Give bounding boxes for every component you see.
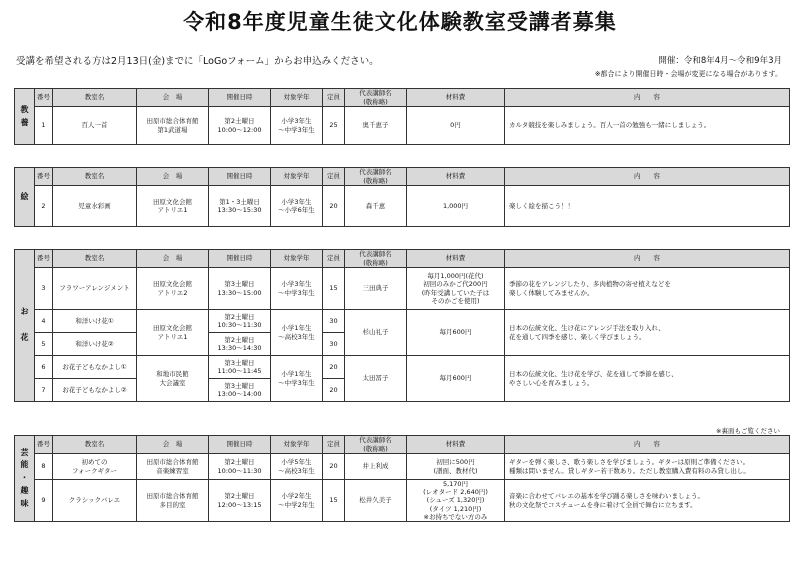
header-row [15,250,790,268]
capacity-cell: 20 [323,454,345,480]
column-header-content: 内 容 [505,250,790,268]
grade-cell: 小学3年生 ～中学3年生 [271,268,323,310]
schedule-cell: 第2土曜日 13:30～14:30 [209,333,271,356]
row-number: 9 [35,480,53,522]
column-header-name: 教室名 [53,250,137,268]
fee-cell: 0円 [407,107,505,145]
content-cell: 日本の伝統文化、生け花にアレンジ手法を取り入れ、 花を通して四季を感じ、楽しく学びましょう。 [505,310,790,356]
column-header-grade: 対象学年 [271,89,323,107]
row-number: 2 [35,186,53,227]
fee-cell: 毎月1,000円(花代) 初回のみかご代200円 (昨年受講していた子は そのかごを使用) [407,268,505,310]
instructor-cell: 太田冨子 [345,356,407,402]
column-header-instructor: 代表講師名 (敬称略) [345,89,407,107]
column-header-venue: 会 場 [137,436,209,454]
column-header-fee: 材料費 [407,89,505,107]
change-note: ※都合により開催日時・会場が変更になる場合があります。 [594,70,782,78]
fee-cell: 毎月600円 [407,310,505,356]
column-header-content: 内 容 [505,89,790,107]
schedule-cell: 第2土曜日 12:00～13:15 [209,480,271,522]
class-name: お花子どもなかよし① [53,356,137,379]
class-name: 児童水彩画 [53,186,137,227]
period-text: 開催：令和8年4月～令和9年3月 [658,56,782,66]
column-header-fee: 材料費 [407,436,505,454]
column-header-schedule: 開催日時 [209,89,271,107]
column-header-capacity: 定員 [323,89,345,107]
content-cell: カルタ競技を楽しみましょう。百人一首の勉強も一緒にしましょう。 [505,107,790,145]
instructor-cell: 奥千恵子 [345,107,407,145]
capacity-cell: 20 [323,186,345,227]
class-name: 和洋いけ花② [53,333,137,356]
column-header-instructor: 代表講師名 (敬称略) [345,168,407,186]
grade-cell: 小学1年生 ～高校3年生 [271,310,323,356]
column-header-instructor: 代表講師名 (敬称略) [345,436,407,454]
category-label: お 花 [15,250,35,402]
page-title: 令和8年度児童生徒文化体験教室受講者募集 [183,10,617,34]
table-row [15,454,790,480]
class-name: 百人一首 [53,107,137,145]
column-header-capacity: 定員 [323,250,345,268]
column-header-instructor: 代表講師名 (敬称略) [345,250,407,268]
fee-cell: 1,000円 [407,186,505,227]
column-header-grade: 対象学年 [271,436,323,454]
venue-cell: 田原文化会館 アトリエ2 [137,268,209,310]
class-name: フラワーアレンジメント [53,268,137,310]
schedule-cell: 第3土曜日 11:00～11:45 [209,356,271,379]
column-header-schedule: 開催日時 [209,436,271,454]
capacity-cell: 15 [323,480,345,522]
venue-cell: 田原文化会館 アトリエ1 [137,310,209,356]
grade-cell: 小学3年生 ～小学6年生 [271,186,323,227]
category-label: 教 養 [15,89,35,145]
column-header-capacity: 定員 [323,168,345,186]
venue-cell: 田原文化会館 アトリエ1 [137,186,209,227]
row-number: 1 [35,107,53,145]
column-header-grade: 対象学年 [271,168,323,186]
row-number: 3 [35,268,53,310]
schedule-cell: 第3土曜日 13:30～15:00 [209,268,271,310]
table-row [15,480,790,522]
column-header-name: 教室名 [53,436,137,454]
column-header-content: 内 容 [505,168,790,186]
content-cell: 楽しく絵を描こう！！ [505,186,790,227]
grade-cell: 小学5年生 ～高校3年生 [271,454,323,480]
capacity-cell: 30 [323,310,345,333]
column-header-fee: 材料費 [407,168,505,186]
column-header-venue: 会 場 [137,89,209,107]
venue-cell: 田原市総合体育館 音楽練習室 [137,454,209,480]
header-row [15,436,790,454]
capacity-cell: 20 [323,356,345,379]
class-name: 初めての フォークギター [53,454,137,480]
schedule-cell: 第3土曜日 13:00～14:00 [209,379,271,402]
grade-cell: 小学2年生 ～中学2年生 [271,480,323,522]
table-row [15,310,790,333]
row-number: 5 [35,333,53,356]
content-cell: 音楽に合わせてバレエの基本を学び踊る楽しさを味わいましょう。 秋の文化祭でコスチュームを身に着けて全員で舞台に立ちます。 [505,480,790,522]
grade-cell: 小学1年生 ～中学3年生 [271,356,323,402]
venue-cell: 田原市総合体育館 第1武道場 [137,107,209,145]
capacity-cell: 20 [323,379,345,402]
row-number: 8 [35,454,53,480]
column-header-fee: 材料費 [407,250,505,268]
venue-cell: 和地市民館 大会議室 [137,356,209,402]
column-header-schedule: 開催日時 [209,168,271,186]
column-header-grade: 対象学年 [271,250,323,268]
schedule-cell: 第2土曜日 10:00～11:30 [209,454,271,480]
instructor-cell: 森千恵 [345,186,407,227]
grade-cell: 小学3年生 ～中学3年生 [271,107,323,145]
table-row [15,186,790,227]
back-page-note: ※裏面もご覧ください [716,427,780,435]
class-name: お花子どもなかよし② [53,379,137,402]
column-header-capacity: 定員 [323,436,345,454]
application-notice: 受講を希望される方は2月13日(金)までに「LoGoフォーム」からお申込みください。 [16,56,379,67]
table-row [15,107,790,145]
column-header-schedule: 開催日時 [209,250,271,268]
row-number: 7 [35,379,53,402]
fee-cell: 毎月600円 [407,356,505,402]
column-header-no: 番号 [35,250,53,268]
content-cell: 季節の花をアレンジしたり、多肉植物の寄せ植えなどを 楽しく体験してみませんか。 [505,268,790,310]
column-header-content: 内 容 [505,436,790,454]
content-cell: 日本の伝統文化、生け花を学び、花を通して季節を感じ、 やさしい心を育みましょう。 [505,356,790,402]
class-name: 和洋いけ花① [53,310,137,333]
capacity-cell: 30 [323,333,345,356]
capacity-cell: 15 [323,268,345,310]
instructor-cell: 三田典子 [345,268,407,310]
table-row [15,268,790,310]
instructor-cell: 松井久美子 [345,480,407,522]
section-ohana-table [14,249,790,402]
section-e-table [14,167,790,227]
category-label: 絵 [15,168,35,227]
schedule-cell: 第1・3土曜日 13:30～15:30 [209,186,271,227]
row-number: 6 [35,356,53,379]
section-kyoyo-table [14,88,790,145]
class-name: クラシックバレエ [53,480,137,522]
instructor-cell: 井上利成 [345,454,407,480]
fee-cell: 初回に500円 (譜面、教材代) [407,454,505,480]
table-row [15,356,790,379]
column-header-no: 番号 [35,168,53,186]
row-number: 4 [35,310,53,333]
capacity-cell: 25 [323,107,345,145]
venue-cell: 田原市総合体育館 多目的室 [137,480,209,522]
column-header-venue: 会 場 [137,168,209,186]
content-cell: ギターを弾く楽しさ、歌う楽しさを学びましょう。ギターは原則ご準備ください。 種類は問いません。貸しギター若干数あり。ただし教室購入費有料のみ貸し出し。 [505,454,790,480]
schedule-cell: 第2土曜日 10:00～12:00 [209,107,271,145]
column-header-venue: 会 場 [137,250,209,268]
category-label: 芸 能 ・ 趣 味 [15,436,35,522]
section-geino-table [14,435,790,522]
column-header-no: 番号 [35,436,53,454]
column-header-name: 教室名 [53,89,137,107]
header-row [15,89,790,107]
instructor-cell: 杉山礼子 [345,310,407,356]
fee-cell: 5,170円 (レオタード 2,640円) (シューズ 1,320円) (タイツ 1,210円) ※お持ちでない方のみ [407,480,505,522]
column-header-name: 教室名 [53,168,137,186]
schedule-cell: 第2土曜日 10:30～11:30 [209,310,271,333]
column-header-no: 番号 [35,89,53,107]
header-row [15,168,790,186]
